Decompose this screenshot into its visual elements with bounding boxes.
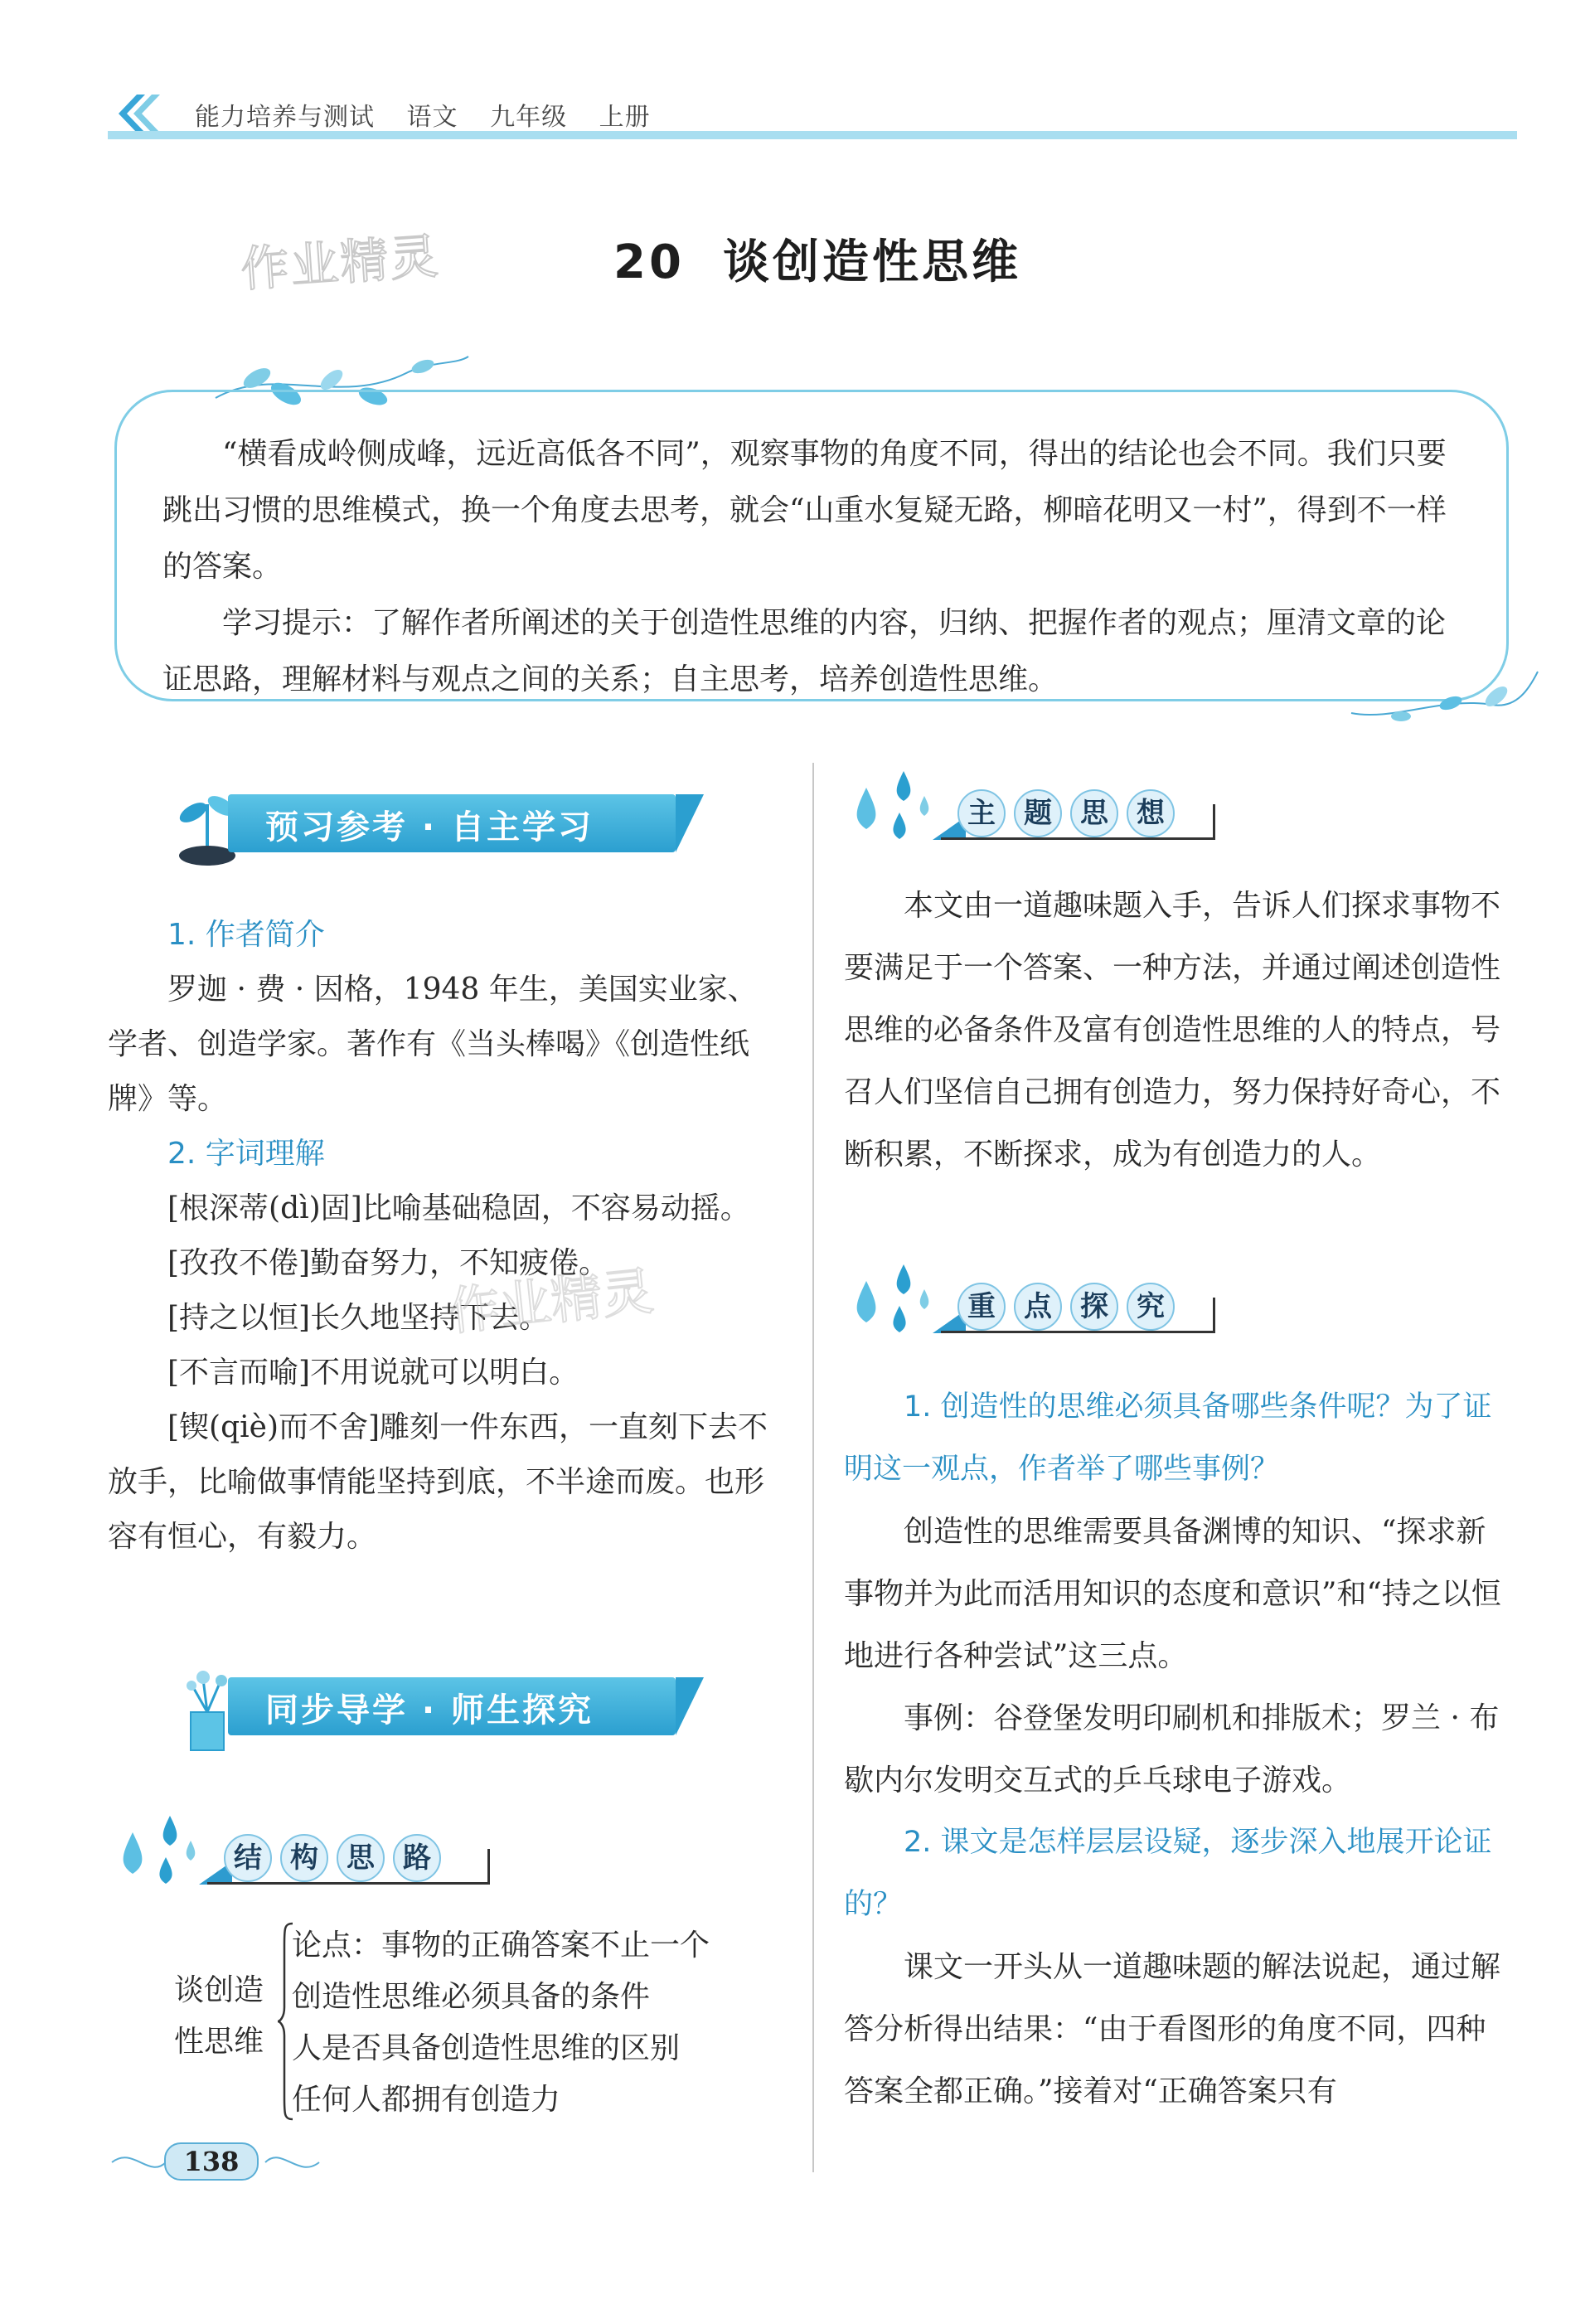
heading-char: 点 [1014,1283,1062,1331]
intro-text [162,426,1472,708]
answer-2: 课文一开头从一道趣味题的解法说起，通过解答分析得出结果：“由于看图形的角度不同，四种答案全都正确。”接着对“正确答案只有 [844,1950,1501,2108]
structure-root [174,1965,282,2068]
structure-heading [108,1816,489,1899]
section-banner-guide [170,1662,717,1754]
structure-root-line: 性思维 [174,2025,264,2059]
theme-heading [841,771,1223,854]
chevron-left-icon [104,93,170,134]
vocab-item: [根深蒂(dì)固]比喻基础稳固，不容易动摇。 [167,1191,750,1225]
banner-title: 同步导学 · 师生探究 [265,1691,594,1730]
lesson-title: 谈创造性思维 [722,235,1021,289]
heading-char: 主 [957,789,1006,837]
answer-1: 创造性的思维需要具备渊博的知识、“探求新事物并为此而活用知识的态度和意识”和“持之以恒地进行各种尝试”这三点。 [844,1515,1501,1673]
theme-text: 本文由一道趣味题入手，告诉人们探求事物不要满足于一个答案、一种方法，并通过阐述创造性思维的必备条件及富有创造性思维的人的特点，号召人们坚信自己拥有创造力，努力保持好奇心，不断积累，不断探求，成为有创造力的人。 [844,889,1501,1172]
heading-char: 想 [1127,789,1175,837]
key-points-block [844,1376,1515,2123]
section-banner-preview [170,779,717,871]
water-drops-icon [841,771,949,854]
vocab-item: [锲(qiè)而不舍]雕刻一件东西，一直刻下去不放手，比喻做事情能坚持到底，不半途而废。也形容有恒心，有毅力。 [108,1410,768,1554]
page-number: 138 [164,2142,259,2181]
heading-char: 重 [957,1283,1006,1331]
heading-char: 思 [1070,789,1118,837]
question-2: 2. 课文是怎样层层设疑，逐步深入地展开论证的？ [844,1826,1492,1921]
heading-char: 路 [393,1834,441,1882]
theme-text-block [844,875,1515,1186]
column-divider [812,763,814,2172]
book-name: 能力培养与测试 [195,103,375,132]
structure-item: 论点：事物的正确答案不止一个 [292,1929,710,1963]
vocab-item: [持之以恒]长久地坚持下去。 [167,1301,550,1335]
vocab-item: [不言而喻]不用说就可以明白。 [167,1356,579,1390]
watermark: 作业精灵 [445,1260,657,1342]
author-intro: 罗迦 · 费 · 因格，1948 年生，美国实业家、学者、创造学家。著作有《当头棒喝》《创造性纸牌》等。 [108,973,758,1116]
grade: 九年级 [490,103,568,132]
watermark: 作业精灵 [239,227,442,298]
water-drops-icon [108,1816,216,1899]
water-drops-icon [841,1264,949,1347]
vocab-heading: 2. 字词理解 [167,1137,325,1171]
heading-char: 题 [1014,789,1062,837]
preview-section [108,908,779,1565]
heading-char: 思 [337,1834,385,1882]
study-tips: 学习提示：了解作者所阐述的关于创造性思维的内容，归纳、把握作者的观点；厘清文章的论证思路，理解材料与观点之间的关系；自主思考，培养创造性思维。 [162,606,1447,696]
answer-1-examples: 事例：谷登堡发明印刷机和排版术；罗兰 · 布歇内尔发明交互式的乒乓球电子游戏。 [844,1701,1500,1798]
banner-title: 预习参考 · 自主学习 [265,808,594,847]
heading-char: 结 [224,1834,272,1882]
intro-paragraph: “横看成岭侧成峰，远近高低各不同”，观察事物的角度不同，得出的结论也会不同。我们只要跳出习惯的思维模式，换一个角度去思考，就会“山重水复疑无路，柳暗花明又一村”，得到不一样的答案。 [162,437,1447,584]
heading-char: 构 [280,1834,328,1882]
structure-items [292,1920,710,2126]
volume: 上册 [599,103,651,132]
structure-item: 创造性思维必须具备的条件 [292,1980,651,2014]
subject: 语文 [406,103,458,132]
page-title [613,226,1021,292]
structure-item: 任何人都拥有创造力 [292,2083,561,2117]
heading-char: 究 [1127,1283,1175,1331]
running-header [195,96,674,133]
lesson-number: 20 [613,235,685,289]
vocab-item: [孜孜不倦]勤奋努力，不知疲倦。 [167,1246,609,1280]
question-1: 1. 创造性的思维必须具备哪些条件呢？为了证明这一观点，作者举了哪些事例？ [844,1390,1492,1486]
structure-root-line: 谈创造 [174,1973,264,2007]
heading-char: 探 [1070,1283,1118,1331]
author-heading: 1. 作者简介 [167,918,325,952]
key-points-heading [841,1264,1223,1347]
structure-item: 人是否具备创造性思维的区别 [292,2031,681,2065]
